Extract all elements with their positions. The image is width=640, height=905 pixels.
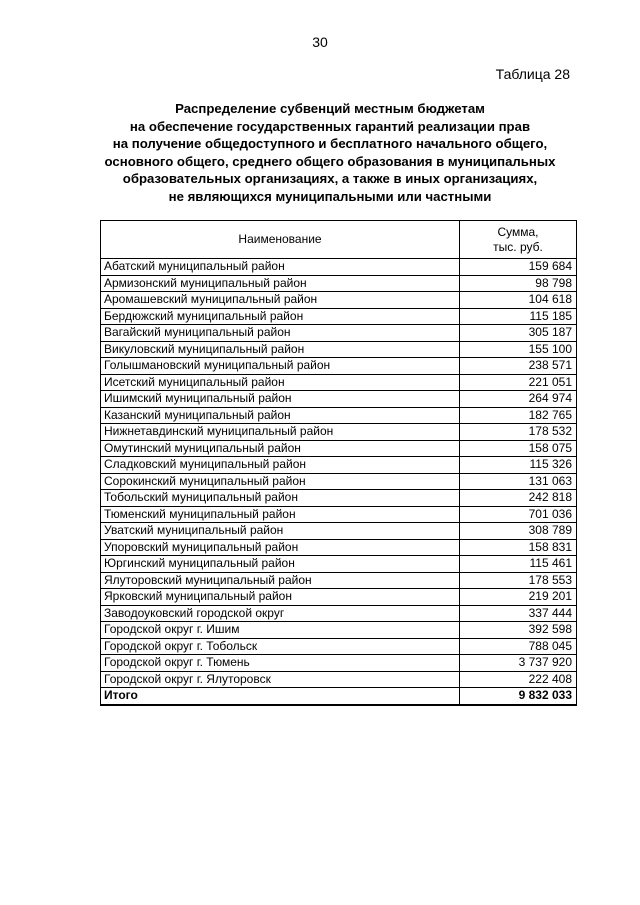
row-name: Городской округ г. Тобольск — [101, 638, 460, 655]
total-row — [101, 688, 577, 705]
row-name: Сладковский муниципальный район — [101, 457, 460, 474]
row-sum: 308 789 — [460, 523, 577, 540]
row-name: Голышмановский муниципальный район — [101, 358, 460, 375]
table-row — [101, 457, 577, 474]
row-name: Городской округ г. Тюмень — [101, 655, 460, 672]
row-sum: 242 818 — [460, 490, 577, 507]
row-sum: 158 075 — [460, 440, 577, 457]
row-sum: 222 408 — [460, 671, 577, 688]
row-sum: 159 684 — [460, 259, 577, 276]
row-name: Нижнетавдинский муниципальный район — [101, 424, 460, 441]
row-name: Аромашевский муниципальный район — [101, 292, 460, 309]
row-sum: 221 051 — [460, 374, 577, 391]
row-sum: 98 798 — [460, 275, 577, 292]
row-name: Уватский муниципальный район — [101, 523, 460, 540]
row-sum: 104 618 — [460, 292, 577, 309]
row-sum: 305 187 — [460, 325, 577, 342]
title-line-1: Распределение субвенций местным бюджетам — [175, 101, 485, 116]
table-row — [101, 539, 577, 556]
table-row — [101, 259, 577, 276]
row-name: Казанский муниципальный район — [101, 407, 460, 424]
row-sum: 701 036 — [460, 506, 577, 523]
row-sum: 115 185 — [460, 308, 577, 325]
row-sum: 238 571 — [460, 358, 577, 375]
row-name: Заводоуковский городской округ — [101, 605, 460, 622]
table-row — [101, 292, 577, 309]
table-header-row — [101, 221, 577, 259]
table-row — [101, 506, 577, 523]
title-line-4: основного общего, среднего общего образования в муниципальных — [104, 153, 556, 169]
table-row — [101, 605, 577, 622]
row-name: Городской округ г. Ялуторовск — [101, 671, 460, 688]
table-row — [101, 638, 577, 655]
title-line-2: на обеспечение государственных гарантий реализации прав — [129, 118, 531, 134]
row-sum: 3 737 920 — [460, 655, 577, 672]
row-name: Вагайский муниципальный район — [101, 325, 460, 342]
row-sum: 131 063 — [460, 473, 577, 490]
row-sum: 155 100 — [460, 341, 577, 358]
row-sum: 178 553 — [460, 572, 577, 589]
row-name: Абатский муниципальный район — [101, 259, 460, 276]
title-line-6: не являющихся муниципальными или частными — [168, 188, 492, 204]
row-sum: 337 444 — [460, 605, 577, 622]
row-name: Упоровский муниципальный район — [101, 539, 460, 556]
table-row — [101, 655, 577, 672]
row-sum: 115 461 — [460, 556, 577, 573]
table-row — [101, 490, 577, 507]
document-title — [60, 100, 600, 205]
table-row — [101, 556, 577, 573]
row-sum: 115 326 — [460, 457, 577, 474]
header-name: Наименование — [101, 221, 460, 259]
table-row — [101, 440, 577, 457]
row-sum: 392 598 — [460, 622, 577, 639]
row-sum: 264 974 — [460, 391, 577, 408]
table-row — [101, 424, 577, 441]
row-sum: 182 765 — [460, 407, 577, 424]
table-row — [101, 308, 577, 325]
row-name: Ярковский муниципальный район — [101, 589, 460, 606]
table-row — [101, 325, 577, 342]
total-sum: 9 832 033 — [460, 688, 577, 705]
table-body — [101, 259, 577, 705]
row-name: Ишимский муниципальный район — [101, 391, 460, 408]
table-row — [101, 572, 577, 589]
table-row — [101, 341, 577, 358]
title-line-5: образовательных организациях, а также в иных организациях, — [122, 171, 538, 186]
row-name: Армизонский муниципальный район — [101, 275, 460, 292]
header-sum — [460, 221, 577, 259]
row-sum: 158 831 — [460, 539, 577, 556]
row-name: Исетский муниципальный район — [101, 374, 460, 391]
table-row — [101, 407, 577, 424]
table-row — [101, 358, 577, 375]
table-row — [101, 523, 577, 540]
row-name: Сорокинский муниципальный район — [101, 473, 460, 490]
table-row — [101, 391, 577, 408]
table-label: Таблица 28 — [495, 66, 570, 82]
row-name: Городской округ г. Ишим — [101, 622, 460, 639]
table-row — [101, 374, 577, 391]
row-name: Бердюжский муниципальный район — [101, 308, 460, 325]
subventions-table — [100, 220, 577, 706]
row-name: Тюменский муниципальный район — [101, 506, 460, 523]
row-sum: 178 532 — [460, 424, 577, 441]
page-number: 30 — [312, 34, 328, 50]
row-name: Юргинский муниципальный район — [101, 556, 460, 573]
table-row — [101, 622, 577, 639]
table-row — [101, 589, 577, 606]
header-sum-line-2: тыс. руб. — [493, 239, 543, 254]
table-row — [101, 275, 577, 292]
row-name: Тобольский муниципальный район — [101, 490, 460, 507]
row-name: Ялуторовский муниципальный район — [101, 572, 460, 589]
title-line-3: на получение общедоступного и бесплатного начального общего, — [112, 136, 548, 151]
row-sum: 219 201 — [460, 589, 577, 606]
row-name: Омутинский муниципальный район — [101, 440, 460, 457]
table-row — [101, 473, 577, 490]
row-sum: 788 045 — [460, 638, 577, 655]
header-sum-line-1: Сумма, — [497, 224, 539, 239]
row-name: Викуловский муниципальный район — [101, 341, 460, 358]
table-row — [101, 671, 577, 688]
total-label: Итого — [101, 688, 460, 705]
